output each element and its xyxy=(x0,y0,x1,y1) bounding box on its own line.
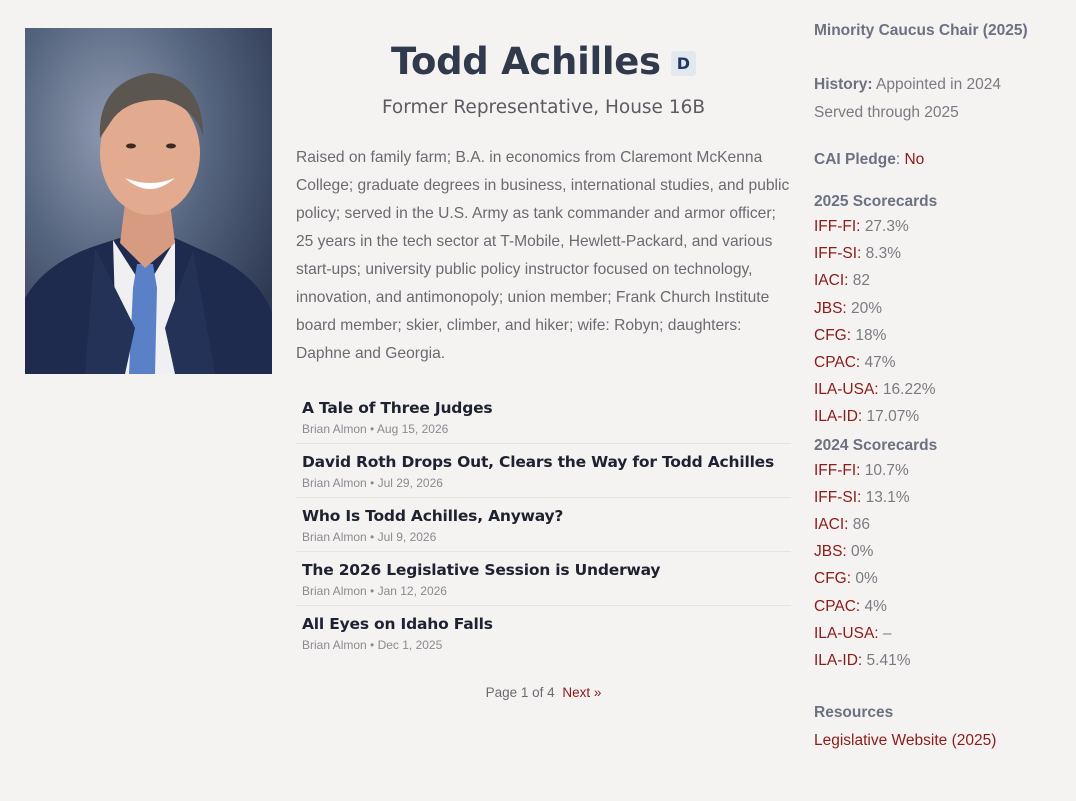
scorecard-value: 27.3% xyxy=(864,218,909,235)
pledge-value: No xyxy=(904,151,925,168)
article-item xyxy=(296,444,791,498)
scorecard-label[interactable]: JBS: xyxy=(814,543,847,561)
scorecard-item xyxy=(814,484,1064,511)
scorecard-label[interactable]: IACI: xyxy=(814,272,849,290)
scorecards-2024 xyxy=(814,437,1064,675)
article-title-link[interactable]: David Roth Drops Out, Clears the Way for Todd Achilles xyxy=(302,453,775,471)
next-page-link[interactable]: Next » xyxy=(562,685,602,700)
pagination xyxy=(296,685,791,700)
history-appointed: Appointed in 2024 xyxy=(876,76,1001,93)
scorecard-value: 13.1% xyxy=(865,488,910,506)
history-served: Served through 2025 xyxy=(814,104,959,121)
article-title-link[interactable]: A Tale of Three Judges xyxy=(302,399,493,417)
scorecard-item xyxy=(814,620,1064,647)
scorecard-item xyxy=(814,511,1064,538)
scorecard-label[interactable]: IFF-FI: xyxy=(814,218,861,235)
scorecard-item xyxy=(814,403,1064,430)
scorecard-value: 47% xyxy=(864,354,896,372)
article-title-link[interactable]: Who Is Todd Achilles, Anyway? xyxy=(302,507,564,525)
article-meta: Brian Almon • Aug 15, 2026 xyxy=(302,422,449,436)
scorecards-2025-heading: 2025 Scorecards xyxy=(814,193,938,210)
scorecard-item xyxy=(814,376,1064,403)
scorecard-value: 0% xyxy=(851,543,874,561)
article-meta: Brian Almon • Jul 29, 2026 xyxy=(302,476,443,490)
scorecard-label[interactable]: JBS: xyxy=(814,299,847,317)
scorecard-label[interactable]: IFF-SI: xyxy=(814,245,862,263)
legislator-bio: Raised on family farm; B.A. in economics from Claremont McKenna College; graduate degrees in business, international studies, and public policy; served in the U.S. Army as tank commander and armor officer; 25 years in the tech sector at T-Mobile, Hewlett-Packard, and various start-ups; university public policy instructor focused on technology, innovation, and antimonopoly; union member; Frank Church Institute board member; skier, climber, and hiker; wife: Robyn; daughters: Daphne and Georgia. xyxy=(296,149,790,362)
scorecard-label[interactable]: ILA-USA: xyxy=(814,381,879,399)
scorecard-label[interactable]: CFG: xyxy=(814,570,852,588)
scorecard-item xyxy=(814,349,1064,376)
pledge-separator: : xyxy=(895,151,901,168)
scorecard-item xyxy=(814,647,1064,674)
article-item xyxy=(296,552,791,606)
portrait-photo xyxy=(25,28,272,374)
legislative-website-link[interactable]: Legislative Website (2025) xyxy=(814,732,997,750)
scorecard-item xyxy=(814,457,1064,484)
scorecard-label[interactable]: ILA-ID: xyxy=(814,652,863,670)
history-label: History: xyxy=(814,76,873,93)
scorecard-value: 8.3% xyxy=(865,245,902,263)
article-list xyxy=(296,390,791,659)
scorecard-item xyxy=(814,213,1064,240)
scorecard-item xyxy=(814,295,1064,322)
article-title-link[interactable]: All Eyes on Idaho Falls xyxy=(302,615,493,633)
history-section xyxy=(814,71,1064,127)
article-title-link[interactable]: The 2026 Legislative Session is Underway xyxy=(302,561,661,579)
article-meta: Brian Almon • Jul 9, 2026 xyxy=(302,530,437,544)
scorecard-label[interactable]: IACI: xyxy=(814,516,849,534)
main-column xyxy=(296,40,791,700)
resources-heading: Resources xyxy=(814,704,894,722)
scorecard-value: – xyxy=(882,624,892,642)
scorecard-value: 17.07% xyxy=(866,408,920,426)
scorecard-value: 16.22% xyxy=(882,381,936,399)
resources-section xyxy=(814,704,1064,750)
party-badge: D xyxy=(671,51,696,76)
legislator-role: Former Representative, House 16B xyxy=(381,97,706,118)
scorecard-value: 82 xyxy=(852,272,871,290)
scorecard-value: 10.7% xyxy=(864,461,909,479)
scorecard-item xyxy=(814,267,1064,294)
scorecard-value: 5.41% xyxy=(866,652,911,670)
pledge-label: CAI Pledge xyxy=(814,151,896,168)
page-indicator: Page 1 of 4 xyxy=(485,685,555,700)
article-item xyxy=(296,498,791,552)
scorecard-item xyxy=(814,565,1064,592)
article-item xyxy=(296,390,791,444)
scorecards-2025 xyxy=(814,193,1064,431)
scorecard-item xyxy=(814,240,1064,267)
scorecards-2024-heading: 2024 Scorecards xyxy=(814,436,938,454)
scorecard-item xyxy=(814,538,1064,565)
scorecard-label[interactable]: IFF-SI: xyxy=(814,488,862,506)
article-meta: Brian Almon • Jan 12, 2026 xyxy=(302,584,447,598)
info-sidebar xyxy=(814,20,1064,750)
portrait-illustration xyxy=(25,28,272,374)
scorecard-label[interactable]: ILA-ID: xyxy=(814,408,863,426)
article-meta: Brian Almon • Dec 1, 2025 xyxy=(302,638,443,652)
scorecard-value: 20% xyxy=(851,299,883,317)
scorecard-item xyxy=(814,593,1064,620)
scorecard-item xyxy=(814,322,1064,349)
scorecard-value: 86 xyxy=(852,516,871,534)
cai-pledge xyxy=(814,151,1064,169)
scorecard-label[interactable]: CPAC: xyxy=(814,597,861,615)
scorecard-label[interactable]: IFF-FI: xyxy=(814,461,861,479)
scorecard-label[interactable]: CPAC: xyxy=(814,354,861,372)
name-row xyxy=(296,40,791,83)
scorecard-value: 4% xyxy=(864,597,887,615)
scorecard-label[interactable]: ILA-USA: xyxy=(814,624,879,642)
article-item xyxy=(296,606,791,659)
legislator-name: Todd Achilles xyxy=(390,40,661,83)
scorecard-label[interactable]: CFG: xyxy=(814,326,852,344)
scorecard-value: 18% xyxy=(855,326,887,344)
caucus-chair-title: Minority Caucus Chair (2025) xyxy=(814,22,1028,39)
scorecard-value: 0% xyxy=(855,570,878,588)
